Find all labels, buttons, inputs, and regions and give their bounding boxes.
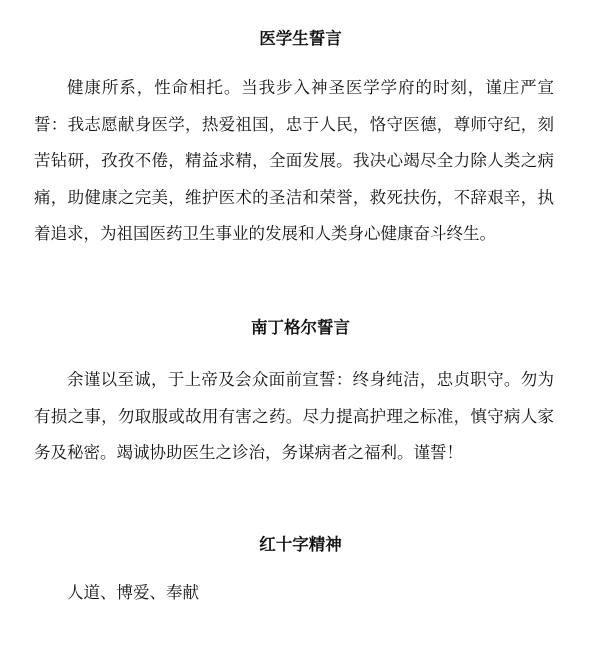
paragraph-red-cross-spirit: 人道、博爱、奉献 bbox=[67, 583, 199, 602]
heading-medical-student-oath: 医学生誓言 bbox=[259, 29, 342, 48]
paragraph-nightingale-pledge: 余谨以至诚，于上帝及会众面前宣誓：终身纯洁，忠贞职守。勿为有损之事，勿取服或故用有害之药。尽力提高护理之标准，慎守病人家务及秘密。竭诚协助医生之诊治，务谋病者之福利。谨誓！ bbox=[34, 370, 554, 462]
paragraph-medical-student-oath: 健康所系，性命相托。当我步入神圣医学学府的时刻，谨庄严宣誓：我志愿献身医学，热爱祖国，忠于人民，恪守医德，尊师守纪，刻苦钻研，孜孜不倦，精益求精，全面发展。我决心竭尽全力除人类之病痛，助健康之完美，维护医术的圣洁和荣誉，救死扶伤，不辞艰辛，执着追求，为祖国医药卫生事业的发展和人类身心健康奋斗终生。 bbox=[34, 78, 554, 243]
heading-nightingale-pledge: 南丁格尔誓言 bbox=[251, 318, 350, 337]
heading-red-cross-spirit: 红十字精神 bbox=[259, 535, 342, 554]
